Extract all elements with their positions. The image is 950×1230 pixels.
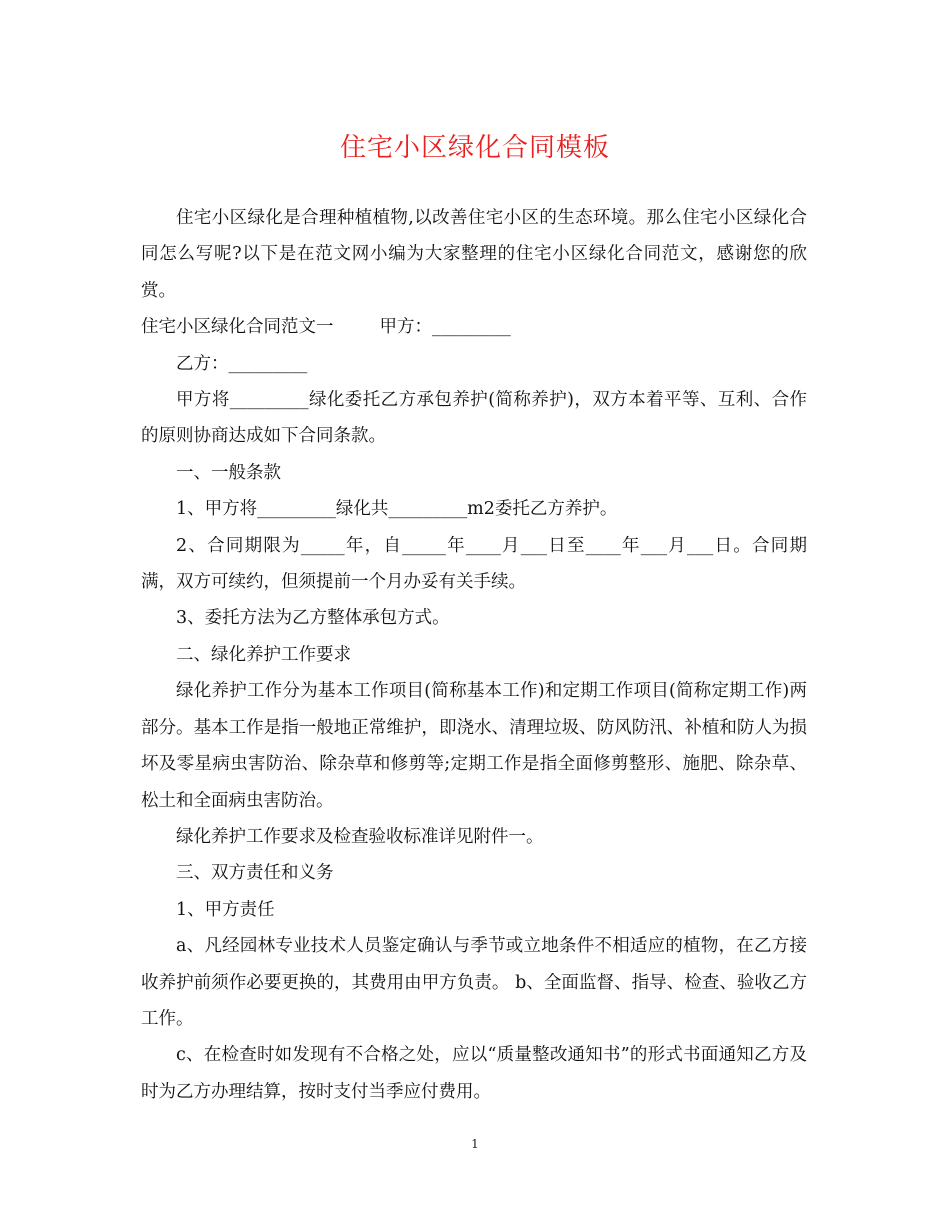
clause-3-1-a: a、凡经园林专业技术人员鉴定确认与季节或立地条件不相适应的植物，在乙方接收养护前须作必要更换的，其费用由甲方负责。 b、全面监督、指导、检查、验收乙方工作。 — [141, 936, 807, 1029]
clause-1-2: 2、合同期限为_____年，自_____年____月___日至____年___月___日。合同期满，双方可续约，但须提前一个月办妥有关手续。 — [141, 535, 807, 593]
document-title: 住宅小区绿化合同模板 — [339, 133, 610, 163]
standards-paragraph: 绿化养护工作要求及检查验收标准详见附件一。 — [176, 826, 544, 847]
requirements-paragraph: 绿化养护工作分为基本工作项目(简称基本工作)和定期工作项目(简称定期工作)两部分。基本工作是指一般地正常维护，即浇水、清理垃圾、防风防汛、补植和防人为损坏及零星病虫害防治、除杂草和修剪等;定期工作是指全面修剪整形、施肥、除杂草、松土和全面病虫害防治。 — [141, 681, 807, 811]
clause-3-1: 1、甲方责任 — [176, 899, 275, 920]
clause-1-3: 3、委托方法为乙方整体承包方式。 — [176, 608, 450, 629]
section-heading-responsibilities: 三、双方责任和义务 — [176, 863, 334, 884]
sample-heading-line — [141, 309, 807, 345]
clause-3-1-c: c、在检查时如发现有不合格之处，应以“质量整改通知书”的形式书面通知乙方及时为乙方办理结算，按时支付当季应付费用。 — [141, 1045, 807, 1102]
clause-1-1: 1、甲方将_________绿化共_________m2委托乙方养护。 — [176, 499, 618, 520]
party-a-line: 甲方：_________ — [379, 317, 511, 338]
intro-paragraph: 住宅小区绿化是合理种植植物,以改善住宅小区的生态环境。那么住宅小区绿化合同怎么写呢?以下是在范文网小编为大家整理的住宅小区绿化合同范文，感谢您的欣赏。 — [141, 208, 807, 301]
document-body — [141, 200, 807, 1110]
party-b-line: 乙方：_________ — [176, 353, 308, 374]
preamble-paragraph: 甲方将_________绿化委托乙方承包养护(简称养护)，双方本着平等、互利、合作的原则协商达成如下合同条款。 — [141, 390, 807, 447]
sample-heading: 住宅小区绿化合同范文一 — [141, 317, 334, 338]
section-heading-general: 一、一般条款 — [176, 462, 281, 483]
section-heading-requirements: 二、绿化养护工作要求 — [176, 644, 351, 665]
page-number: 1 — [471, 1137, 479, 1151]
